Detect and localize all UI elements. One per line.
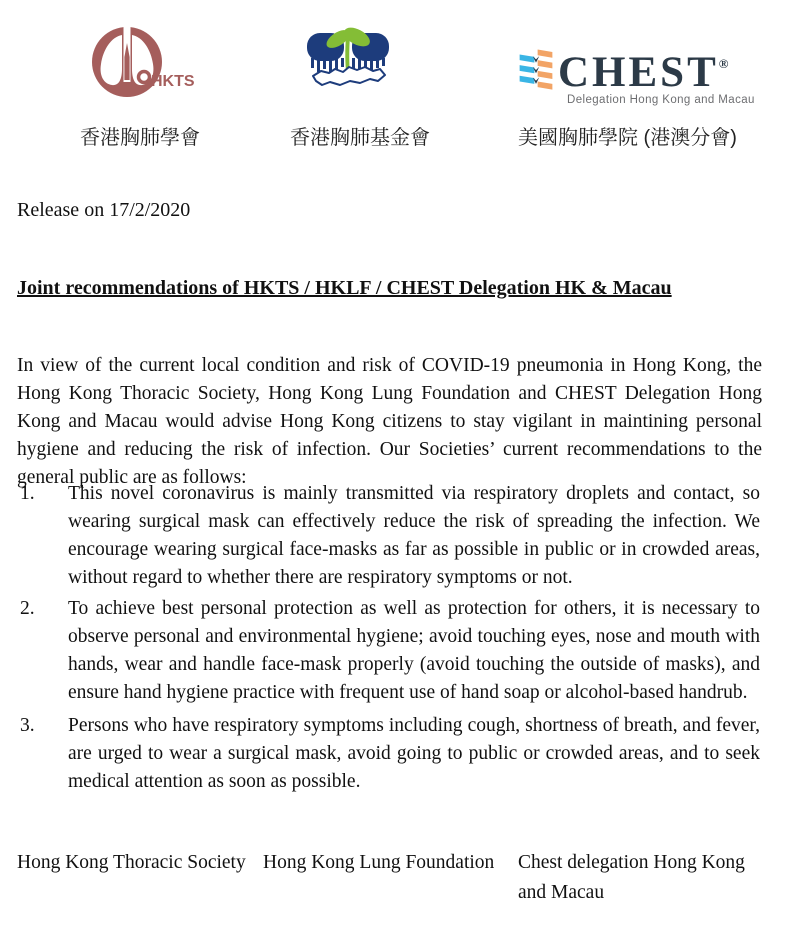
recommendation-number: 2. [20, 598, 35, 619]
chest-wordmark-text: CHEST [558, 49, 719, 96]
document-title: Joint recommendations of HKTS / HKLF / CHEST Delegation HK & Macau [17, 277, 672, 299]
recommendation-item [17, 595, 760, 707]
signatory-chest: Chest delegation Hong Kong and Macau [518, 852, 745, 903]
hklf-seedling-logo-icon [300, 26, 396, 96]
chest-wordmark [558, 44, 755, 96]
recommendation-number: 1. [20, 483, 35, 504]
intro-paragraph: In view of the current local condition and risk of COVID-19 pneumonia in Hong Kong, the Hong Kong Thoracic Society, Hong Kong Lung Foundation and CHEST Delegation Hong Kong and Macau would advise Hong Kong citizens to stay vigilant in maintining personal hygiene and reducing the risk of infection. Our Societies’ current recommendations to the general public are as follows: [17, 355, 762, 488]
signatory-hkts: Hong Kong Thoracic Society [17, 852, 246, 873]
recommendation-item [17, 480, 760, 592]
recommendation-text: Persons who have respiratory symptoms including cough, shortness of breath, and fever, are urged to wear a surgical mask, avoid going to public or crowded areas, and to seek medical attention as soon as possible. [68, 715, 760, 792]
hkts-chinese-label: 香港胸肺學會 [80, 127, 200, 149]
chest-chinese-label: 美國胸肺學院 (港澳分會) [518, 127, 737, 149]
signatories-row [17, 848, 779, 908]
registered-trademark-symbol: ® [718, 56, 729, 71]
recommendation-number: 3. [20, 715, 35, 736]
hkts-acronym-text: HKTS [151, 73, 195, 90]
signatory-hklf: Hong Kong Lung Foundation [263, 852, 495, 873]
recommendation-item [17, 712, 760, 796]
hkts-lungs-logo-icon [86, 24, 196, 102]
recommendation-text: To achieve best personal protection as well as protection for others, it is necessary to observe personal and environmental hygiene; avoid touching eyes, nose and mouth with hands, wear and handle face-mask properly (avoid touching the outside of masks), and ensure hand hygiene practice with frequent use of hand soap or alcohol-based handrub. [68, 598, 760, 703]
chest-logo [518, 44, 755, 106]
chest-tagline: Delegation Hong Kong and Macau [567, 94, 755, 106]
chest-ribs-logo-icon [518, 44, 554, 96]
release-date-line: Release on 17/2/2020 [17, 199, 191, 221]
hklf-chinese-label: 香港胸肺基金會 [290, 127, 430, 149]
recommendation-text: This novel coronavirus is mainly transmitted via respiratory droplets and contact, so wearing surgical mask can effectively reduce the risk of spreading the infection. We encourage wearing surgical face-masks as far as possible in public or in crowded areas, without regard to whether there are respiratory symptoms or not. [68, 483, 760, 588]
